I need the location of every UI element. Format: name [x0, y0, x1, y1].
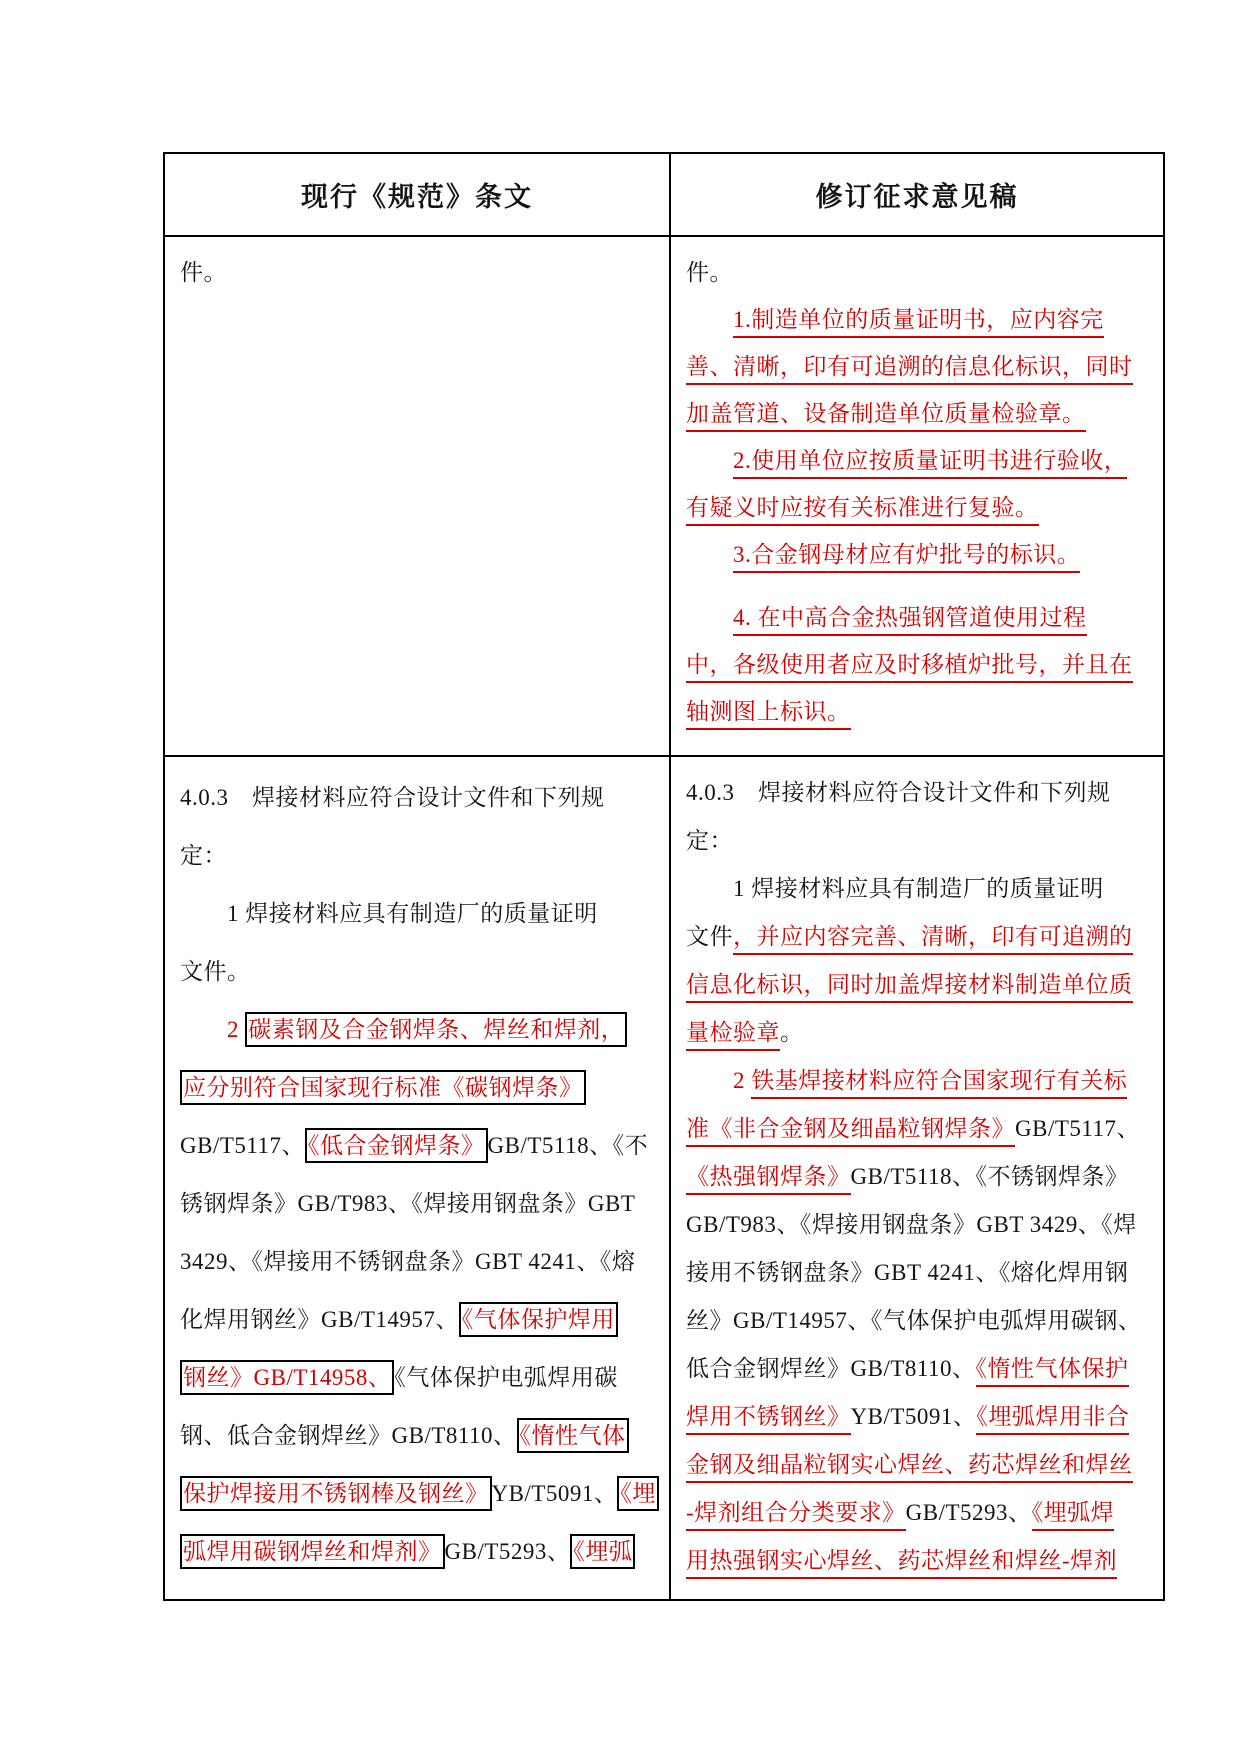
boxed-deleted-text: 碳素钢及合金钢焊条、焊丝和焊剂，	[245, 1012, 627, 1047]
underlined-inserted-text: 《惰性气体保护	[976, 1356, 1129, 1387]
underlined-inserted-text: 善、清晰，印有可追溯的信息化标识，同时	[686, 354, 1133, 385]
text-segment: 低合金钢焊丝》GB/T8110、	[686, 1356, 976, 1381]
text-segment: 文件	[686, 924, 733, 949]
text-line	[686, 1441, 1153, 1489]
text-segment: 锈钢焊条》GB/T983、《焊接用钢盘条》GBT	[180, 1191, 636, 1216]
text-line	[686, 1009, 1153, 1057]
boxed-deleted-text: 《埋弧	[570, 1534, 635, 1569]
text-line	[686, 1057, 1153, 1105]
text-line	[686, 343, 1153, 390]
text-segment: 定：	[686, 828, 733, 853]
boxed-deleted-text: 《惰性气体	[517, 1418, 629, 1453]
cell-row1-revision-draft	[670, 236, 1164, 756]
text-line	[686, 1537, 1153, 1585]
table-header-row	[164, 153, 1164, 236]
table-row	[164, 236, 1164, 756]
text-segment: 3429、《焊接用不锈钢盘条》GBT 4241、《熔	[180, 1249, 636, 1274]
underlined-inserted-text: 《埋弧焊用非合	[976, 1404, 1129, 1435]
text-line	[180, 1465, 659, 1523]
underlined-inserted-text: 1.制造单位的质量证明书，应内容完	[733, 307, 1104, 338]
underlined-inserted-text: 信息化标识，同时加盖焊接材料制造单位质	[686, 972, 1133, 1003]
underlined-inserted-text: 用热强钢实心焊丝、药芯焊丝和焊丝-焊剂	[686, 1548, 1117, 1579]
text-segment: GB/T5117、	[1015, 1116, 1141, 1141]
text-segment: GB/T5117、	[180, 1133, 306, 1158]
cell-row1-current-spec	[164, 236, 670, 756]
text-line	[180, 1523, 659, 1581]
table-row	[164, 756, 1164, 1600]
underlined-inserted-text: 4. 在中高合金热强钢管道使用过程	[733, 605, 1087, 636]
underlined-inserted-text: 有疑义时应按有关标准进行复验。	[686, 495, 1039, 526]
text-line	[180, 1407, 659, 1465]
text-segment: 接用不锈钢盘条》GBT 4241、《熔化焊用钢	[686, 1260, 1129, 1285]
header-revision-draft: 修订征求意见稿	[670, 153, 1164, 236]
text-line	[686, 1249, 1153, 1297]
underlined-inserted-text: 准《非合金钢及细晶粒钢焊条》	[686, 1116, 1015, 1147]
underlined-inserted-text: ，并应内容完善、清晰，印有可追溯的	[733, 924, 1133, 955]
text-segment: 4.0.3 焊接材料应符合设计文件和下列规	[686, 780, 1111, 805]
text-segment: 钢、低合金钢焊丝》GB/T8110、	[180, 1423, 517, 1448]
text-segment	[686, 542, 733, 567]
text-line	[686, 1105, 1153, 1153]
boxed-deleted-text: 弧焊用碳钢焊丝和焊剂》	[180, 1534, 445, 1569]
text-segment: YB/T5091、	[491, 1481, 618, 1506]
underlined-inserted-text: 加盖管道、设备制造单位质量检验章。	[686, 401, 1086, 432]
text-line	[686, 961, 1153, 1009]
text-line	[686, 437, 1153, 484]
underlined-inserted-text: 《埋弧焊	[1032, 1500, 1115, 1531]
text-line	[180, 1117, 659, 1175]
underlined-inserted-text: 《热强钢焊条》	[686, 1164, 851, 1195]
text-line	[180, 827, 659, 885]
text-line	[686, 641, 1153, 688]
text-segment: 。	[780, 1020, 804, 1045]
text-line	[180, 249, 659, 296]
text-line	[180, 1001, 659, 1059]
text-line	[686, 817, 1153, 865]
text-segment: 化焊用钢丝》GB/T14957、	[180, 1307, 459, 1332]
text-line	[686, 1201, 1153, 1249]
underlined-inserted-text: 量检验章	[686, 1020, 780, 1051]
underlined-inserted-text: 3.合金钢母材应有炉批号的标识。	[733, 542, 1080, 573]
text-line	[180, 769, 659, 827]
cell-row2-revision-draft	[670, 756, 1164, 1600]
text-line	[686, 484, 1153, 531]
text-segment: 1 焊接材料应具有制造厂的质量证明	[686, 876, 1104, 901]
revision-item-marker: 2	[227, 1017, 246, 1042]
text-line	[686, 769, 1153, 817]
text-line	[686, 1489, 1153, 1537]
text-line	[686, 1297, 1153, 1345]
text-segment: GB/T5293、	[444, 1539, 571, 1564]
cell-row2-current-spec	[164, 756, 670, 1600]
text-line	[686, 296, 1153, 343]
text-segment: 定：	[180, 843, 227, 868]
text-segment: GB/T5118、《不锈钢焊条》	[850, 1164, 1129, 1189]
text-line	[180, 1175, 659, 1233]
text-segment: 件。	[180, 260, 227, 285]
boxed-deleted-text: 保护焊接用不锈钢棒及钢丝》	[180, 1476, 492, 1511]
underlined-inserted-text: 2.使用单位应按质量证明书进行验收，	[733, 448, 1127, 479]
header-current-spec-clauses: 现行《规范》条文	[164, 153, 670, 236]
text-segment	[686, 605, 733, 630]
text-segment: 1 焊接材料应具有制造厂的质量证明	[180, 901, 598, 926]
revision-item-marker: 2	[733, 1068, 752, 1093]
text-line	[686, 594, 1153, 641]
text-line	[180, 885, 659, 943]
text-line	[686, 390, 1153, 437]
comparison-table	[163, 152, 1165, 1601]
text-line	[686, 531, 1153, 578]
text-segment: 4.0.3 焊接材料应符合设计文件和下列规	[180, 785, 605, 810]
underlined-inserted-text: 金钢及细晶粒钢实心焊丝、药芯焊丝和焊丝	[686, 1452, 1133, 1483]
text-line	[686, 249, 1153, 296]
text-line	[180, 1059, 659, 1117]
text-segment: GB/T5293、	[905, 1500, 1032, 1525]
text-segment	[686, 448, 733, 473]
text-line	[686, 688, 1153, 735]
text-segment	[686, 307, 733, 332]
text-line	[686, 865, 1153, 913]
text-segment: GB/T983、《焊接用钢盘条》GBT 3429、《焊	[686, 1212, 1137, 1237]
text-line	[180, 1233, 659, 1291]
text-line	[180, 1349, 659, 1407]
text-segment: YB/T5091、	[850, 1404, 977, 1429]
text-line	[686, 913, 1153, 961]
boxed-deleted-text: 《气体保护焊用	[459, 1302, 618, 1337]
text-line	[686, 1393, 1153, 1441]
underlined-inserted-text: 铁基焊接材料应符合国家现行有关标	[751, 1068, 1127, 1099]
text-segment: 文件。	[180, 959, 251, 984]
boxed-deleted-text: 钢丝》GB/T14958、	[180, 1360, 394, 1395]
text-segment	[180, 1017, 227, 1042]
text-line	[686, 1153, 1153, 1201]
text-segment: 丝》GB/T14957、《气体保护电弧焊用碳钢、	[686, 1308, 1142, 1333]
text-line	[180, 943, 659, 1001]
underlined-inserted-text: 轴测图上标识。	[686, 699, 851, 730]
text-segment	[686, 1068, 733, 1093]
boxed-deleted-text: 应分别符合国家现行标准《碳钢焊条》	[180, 1070, 586, 1105]
text-segment: 件。	[686, 260, 733, 285]
text-line	[686, 1345, 1153, 1393]
text-line	[180, 1291, 659, 1349]
underlined-inserted-text: 中，各级使用者应及时移植炉批号，并且在	[686, 652, 1133, 683]
underlined-inserted-text: -焊剂组合分类要求》	[686, 1500, 906, 1531]
boxed-deleted-text: 《低合金钢焊条》	[305, 1128, 488, 1163]
text-segment: 《气体保护电弧焊用碳	[394, 1365, 618, 1390]
text-segment: GB/T5118、《不	[487, 1133, 649, 1158]
boxed-deleted-text: 《埋	[617, 1476, 659, 1511]
underlined-inserted-text: 焊用不锈钢丝》	[686, 1404, 851, 1435]
